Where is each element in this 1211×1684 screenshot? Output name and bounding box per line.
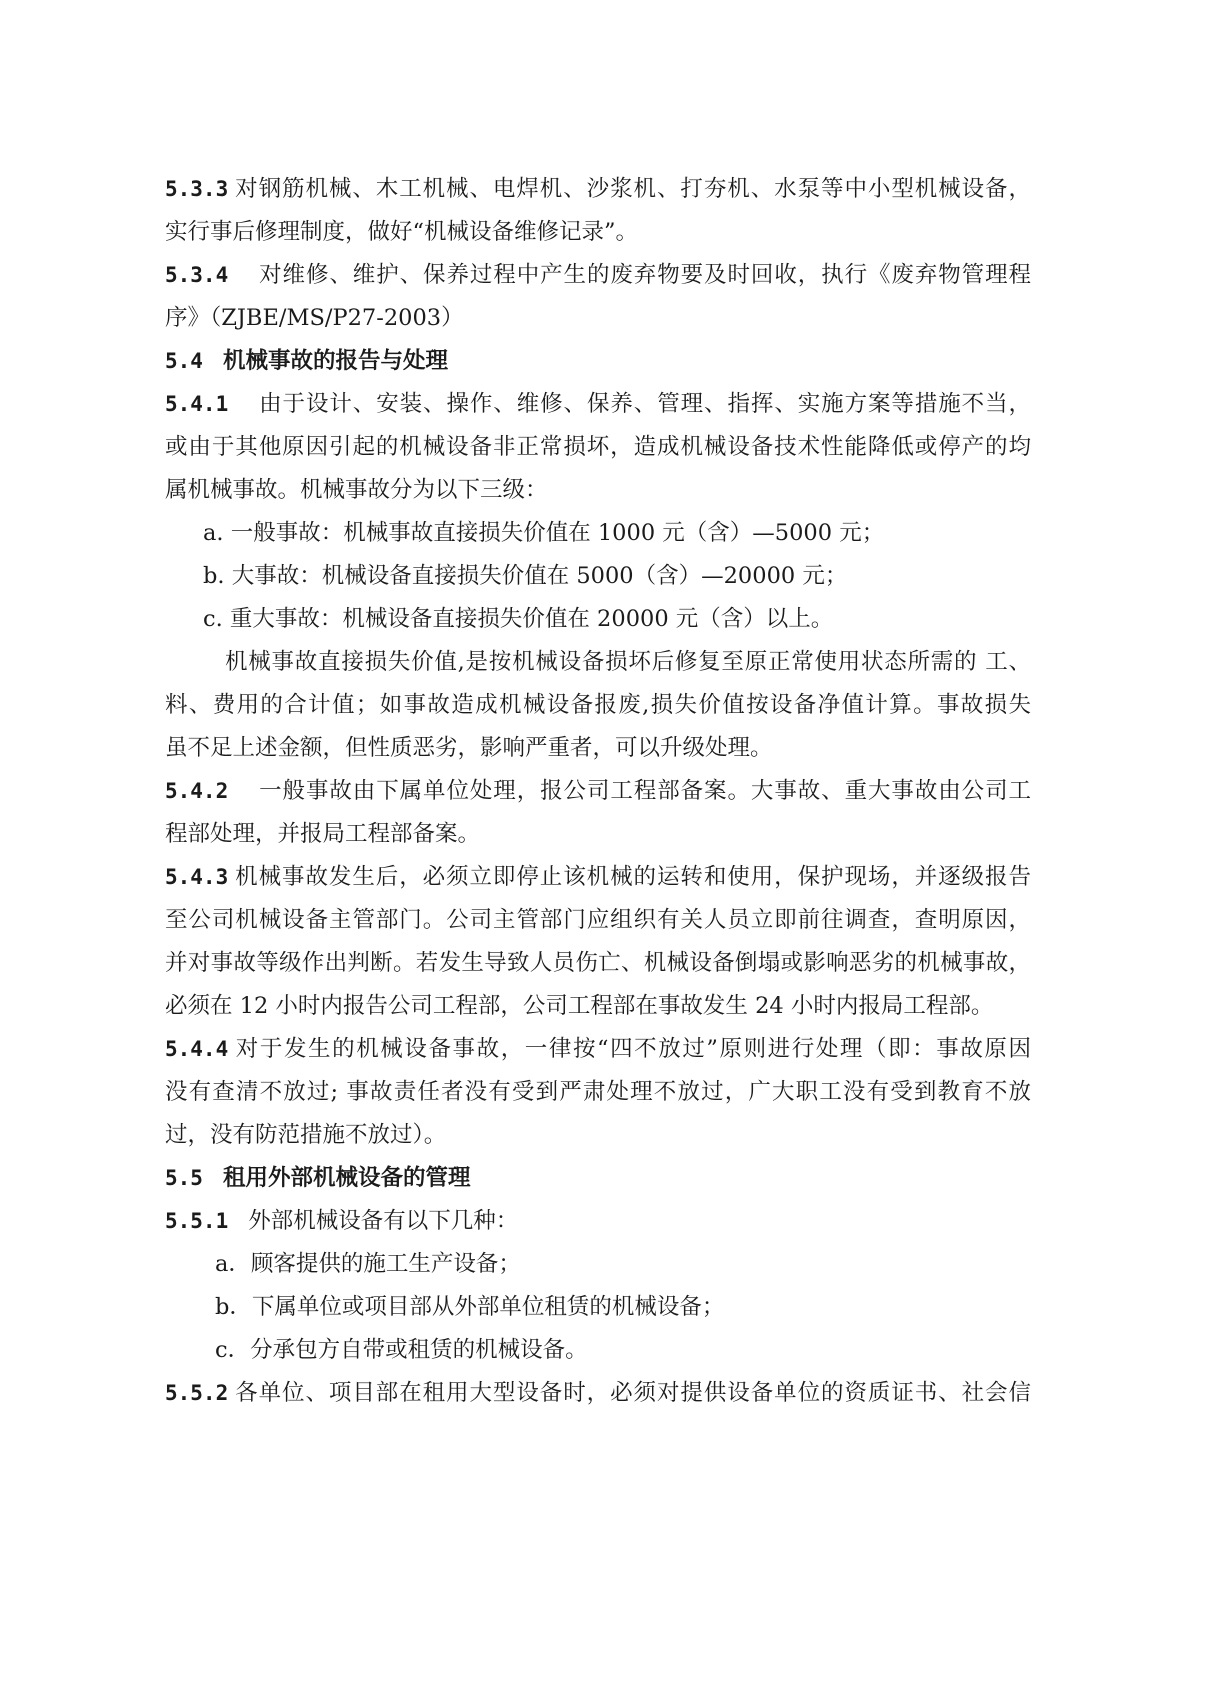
note-line-2: 料、费用的合计值；如事故造成机械设备报废,损失价值按设备净值计算。事故损失 — [165, 692, 1031, 718]
clause-text: 对维修、维护、保养过程中产生的废弃物要及时回收，执行《废弃物管理程 — [258, 262, 1031, 288]
clause-number: 5.4.3 — [165, 865, 229, 889]
clause-5-4-3-line-4: 必须在 12 小时内报告公司工程部，公司工程部在事故发生 24 小时内报局工程部。 — [165, 993, 994, 1019]
section-heading-5-5 — [165, 1157, 1031, 1200]
clause-5-4-1-line-3: 属机械事故。机械事故分为以下三级： — [165, 477, 548, 503]
clause-5-3-3-line-2: 实行事后修理制度，做好“机械设备维修记录”。 — [165, 219, 639, 245]
section-number: 5.4 — [165, 349, 203, 373]
clause-5-4-4-line-1 — [165, 1028, 1031, 1071]
list-item-accident-serious: c. 重大事故：机械设备直接损失价值在 20000 元（含）以上。 — [203, 606, 834, 632]
section-title: 机械事故的报告与处理 — [222, 348, 448, 374]
clause-text: 各单位、项目部在租用大型设备时，必须对提供设备单位的资质证书、社会信 — [234, 1380, 1031, 1406]
clause-number: 5.4.1 — [165, 392, 229, 416]
section-heading-5-4 — [165, 340, 1031, 383]
clause-text: 由于设计、安装、操作、维修、保养、管理、指挥、实施方案等措施不当， — [258, 391, 1031, 417]
clause-5-3-4-line-1 — [165, 254, 1031, 297]
section-number: 5.5 — [165, 1166, 203, 1190]
clause-5-5-1-line-1 — [165, 1200, 1031, 1243]
note-line-3: 虽不足上述金额，但性质恶劣，影响严重者，可以升级处理。 — [165, 735, 773, 761]
clause-number: 5.4.4 — [165, 1037, 229, 1061]
clause-5-4-3-line-1 — [165, 856, 1031, 899]
clause-text: 机械事故发生后，必须立即停止该机械的运转和使用，保护现场，并逐级报告 — [234, 864, 1031, 890]
note-line-1: 机械事故直接损失价值,是按机械设备损坏后修复至原正常使用状态所需的 工、 — [225, 649, 1031, 675]
clause-text: 一般事故由下属单位处理，报公司工程部备案。大事故、重大事故由公司工 — [258, 778, 1031, 804]
section-title: 租用外部机械设备的管理 — [222, 1165, 471, 1191]
clause-number: 5.5.2 — [165, 1381, 229, 1405]
list-item-accident-major: b. 大事故：机械设备直接损失价值在 5000（含）—20000 元； — [203, 563, 848, 589]
clause-5-4-3-line-3: 并对事故等级作出判断。若发生导致人员伤亡、机械设备倒塌或影响恶劣的机械事故， — [165, 950, 1031, 976]
clause-5-4-2-line-2: 程部处理，并报局工程部备案。 — [165, 821, 481, 847]
clause-5-4-1-line-2: 或由于其他原因引起的机械设备非正常损坏，造成机械设备技术性能降低或停产的均 — [165, 434, 1031, 460]
clause-5-4-4-line-3: 过，没有防范措施不放过）。 — [165, 1122, 447, 1148]
clause-text: 外部机械设备有以下几种： — [248, 1208, 519, 1234]
clause-5-4-4-line-2: 没有查清不放过; 事故责任者没有受到严肃处理不放过，广大职工没有受到教育不放 — [165, 1079, 1031, 1105]
clause-5-4-1-line-1 — [165, 383, 1031, 426]
clause-number: 5.3.4 — [165, 263, 229, 287]
clause-text: 对于发生的机械设备事故，一律按“四不放过”原则进行处理（即：事故原因 — [234, 1036, 1031, 1062]
list-item-customer-equipment: a．顾客提供的施工生产设备； — [215, 1251, 521, 1277]
list-item-accident-general: a. 一般事故：机械事故直接损失价值在 1000 元（含）—5000 元； — [203, 520, 885, 546]
clause-5-5-2-line-1 — [165, 1372, 1031, 1415]
clause-number: 5.4.2 — [165, 779, 229, 803]
clause-5-4-2-line-1 — [165, 770, 1031, 813]
clause-number: 5.5.1 — [165, 1209, 229, 1233]
list-item-subcontractor-equipment: c．分承包方自带或租赁的机械设备。 — [215, 1337, 588, 1363]
document-body — [165, 168, 1031, 1415]
list-item-leased-equipment: b．下属单位或项目部从外部单位租赁的机械设备； — [215, 1294, 725, 1320]
clause-text: 对钢筋机械、木工机械、电焊机、沙浆机、打夯机、水泵等中小型机械设备， — [234, 176, 1031, 202]
clause-number: 5.3.3 — [165, 177, 229, 201]
clause-5-4-3-line-2: 至公司机械设备主管部门。公司主管部门应组织有关人员立即前往调查，查明原因， — [165, 907, 1031, 933]
clause-5-3-3-line-1 — [165, 168, 1031, 211]
clause-5-3-4-line-2: 序》（ZJBE/MS/P27-2003） — [165, 305, 464, 331]
